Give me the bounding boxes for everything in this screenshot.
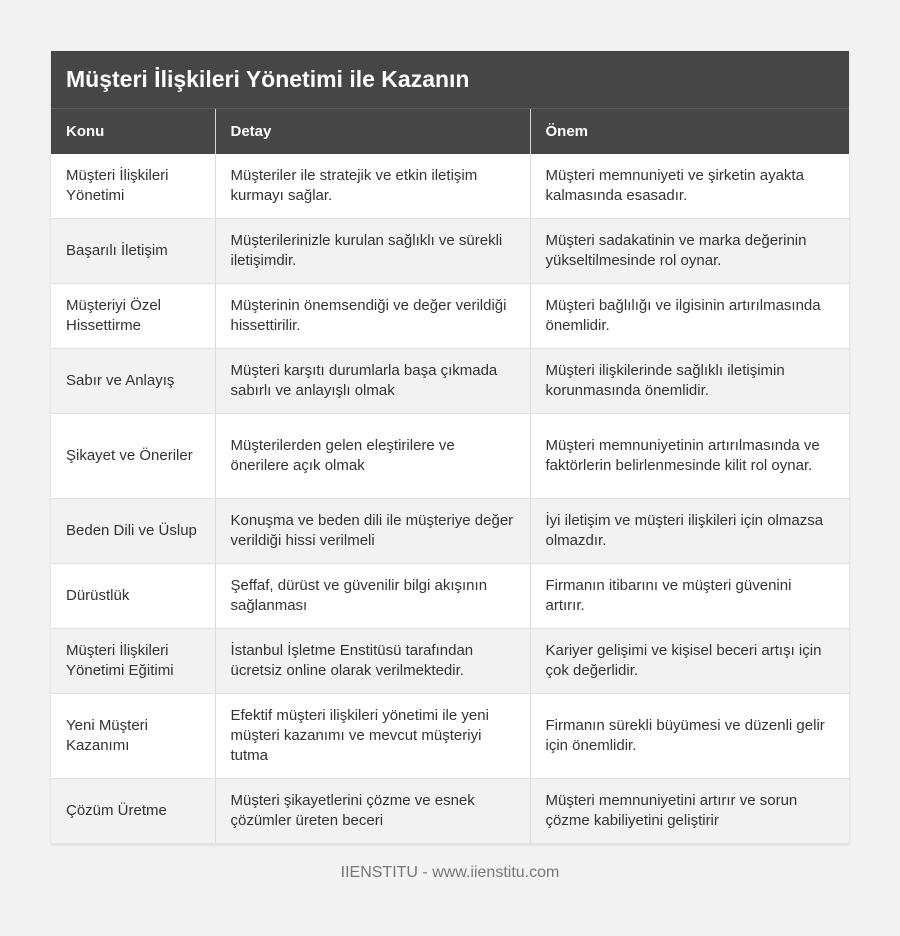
table-row xyxy=(51,629,849,694)
table-card xyxy=(51,51,849,844)
footer-credit: IIENSTITU - www.iienstitu.com xyxy=(340,864,560,881)
cell-onem: Müşteri memnuniyeti ve şirketin ayakta kalmasında esasadır. xyxy=(530,154,849,219)
cell-detay: Müşteri şikayetlerini çözme ve esnek çözümler üreten beceri xyxy=(215,779,530,844)
table-row xyxy=(51,284,849,349)
cell-onem: Müşteri memnuniyetini artırır ve sorun çözme kabiliyetini geliştirir xyxy=(530,779,849,844)
cell-detay: Müşteri karşıtı durumlarla başa çıkmada sabırlı ve anlayışlı olmak xyxy=(215,349,530,414)
cell-detay: Konuşma ve beden dili ile müşteriye değer verildiği hissi verilmeli xyxy=(215,499,530,564)
cell-onem: Firmanın itibarını ve müşteri güvenini artırır. xyxy=(530,564,849,629)
table-row xyxy=(51,219,849,284)
cell-detay: Müşteriler ile stratejik ve etkin iletişim kurmayı sağlar. xyxy=(215,154,530,219)
cell-onem: Müşteri bağlılığı ve ilgisinin artırılmasında önemlidir. xyxy=(530,284,849,349)
cell-detay: Müşterilerden gelen eleştirilere ve önerilere açık olmak xyxy=(215,414,530,499)
cell-detay: Efektif müşteri ilişkileri yönetimi ile yeni müşteri kazanımı ve mevcut müşteriyi tutma xyxy=(215,694,530,779)
table-row xyxy=(51,499,849,564)
table-row xyxy=(51,694,849,779)
table-row xyxy=(51,154,849,219)
page-title: Müşteri İlişkileri Yönetimi ile Kazanın xyxy=(66,66,470,92)
cell-onem: İyi iletişim ve müşteri ilişkileri için olmazsa olmazdır. xyxy=(530,499,849,564)
table-row xyxy=(51,414,849,499)
cell-onem: Müşteri ilişkilerinde sağlıklı iletişimin korunmasında önemlidir. xyxy=(530,349,849,414)
column-header-detay: Detay xyxy=(215,109,530,154)
cell-onem: Müşteri memnuniyetinin artırılmasında ve faktörlerin belirlenmesinde kilit rol oynar. xyxy=(530,414,849,499)
title-bar xyxy=(51,51,849,108)
cell-konu: Başarılı İletişim xyxy=(51,219,215,284)
table-row xyxy=(51,349,849,414)
column-header-onem: Önem xyxy=(530,109,849,154)
table-row xyxy=(51,564,849,629)
cell-konu: Beden Dili ve Üslup xyxy=(51,499,215,564)
cell-konu: Müşteri İlişkileri Yönetimi Eğitimi xyxy=(51,629,215,694)
cell-detay: Şeffaf, dürüst ve güvenilir bilgi akışının sağlanması xyxy=(215,564,530,629)
cell-detay: İstanbul İşletme Enstitüsü tarafından ücretsiz online olarak verilmektedir. xyxy=(215,629,530,694)
cell-konu: Şikayet ve Öneriler xyxy=(51,414,215,499)
cell-onem: Müşteri sadakatinin ve marka değerinin yükseltilmesinde rol oynar. xyxy=(530,219,849,284)
cell-onem: Firmanın sürekli büyümesi ve düzenli gelir için önemlidir. xyxy=(530,694,849,779)
cell-detay: Müşterilerinizle kurulan sağlıklı ve sürekli iletişimdir. xyxy=(215,219,530,284)
table-row xyxy=(51,779,849,844)
data-table xyxy=(51,108,849,844)
cell-konu: Sabır ve Anlayış xyxy=(51,349,215,414)
cell-konu: Çözüm Üretme xyxy=(51,779,215,844)
cell-konu: Müşteriyi Özel Hissettirme xyxy=(51,284,215,349)
table-header-row xyxy=(51,109,849,154)
cell-onem: Kariyer gelişimi ve kişisel beceri artışı için çok değerlidir. xyxy=(530,629,849,694)
column-header-konu: Konu xyxy=(51,109,215,154)
cell-konu: Yeni Müşteri Kazanımı xyxy=(51,694,215,779)
cell-konu: Dürüstlük xyxy=(51,564,215,629)
cell-konu: Müşteri İlişkileri Yönetimi xyxy=(51,154,215,219)
cell-detay: Müşterinin önemsendiği ve değer verildiği hissettirilir. xyxy=(215,284,530,349)
